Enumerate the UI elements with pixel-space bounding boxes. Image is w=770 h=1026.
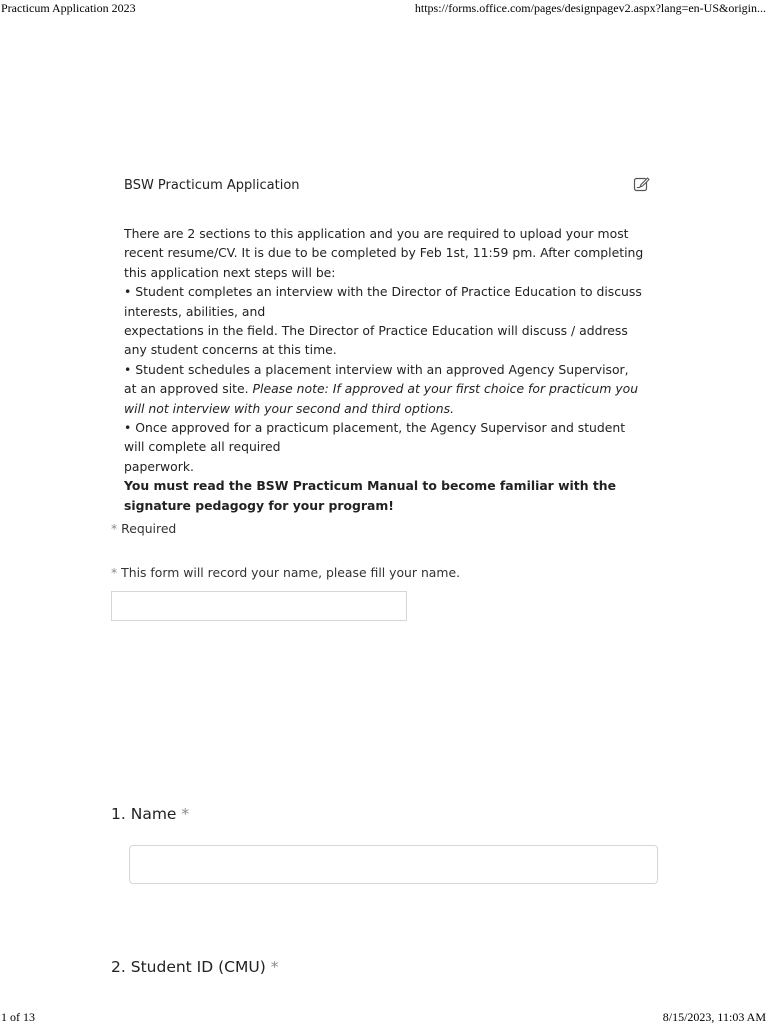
description-step-2-note: Please note: If approved at your first choice for practicum you will not interview with your second and third options. xyxy=(124,381,639,416)
record-note-text: This form will record your name, please fill your name. xyxy=(121,565,461,580)
required-asterisk: * xyxy=(111,521,118,536)
description-step-1b: expectations in the field. The Director of Practice Education will discuss / address any student concerns at this time. xyxy=(124,323,628,358)
question-2-required-mark: * xyxy=(270,958,279,976)
record-name-input[interactable] xyxy=(111,591,407,621)
question-2-title xyxy=(111,958,278,976)
record-name-note xyxy=(111,565,460,580)
form-title: BSW Practicum Application xyxy=(124,178,300,193)
print-header xyxy=(0,1,770,17)
record-note-asterisk: * xyxy=(111,565,118,580)
question-1-label: Name xyxy=(130,805,177,823)
description-step-1a: • Student completes an interview with the Director of Practice Education to discuss interests, abilities, and xyxy=(124,284,642,319)
print-footer-page: 1 of 13 xyxy=(1,1010,35,1024)
print-footer-datetime: 8/15/2023, 11:03 AM xyxy=(662,1010,766,1024)
description-step-2-text: • Student schedules a placement interview with an approved Agency Supervisor, at an approved site. xyxy=(124,361,629,397)
question-2-label: Student ID (CMU) xyxy=(130,958,266,976)
required-note-text: Required xyxy=(121,521,177,536)
required-note xyxy=(111,521,176,536)
description-step-3a: • Once approved for a practicum placement, the Agency Supervisor and student will complete all required xyxy=(124,420,626,455)
question-1-required-mark: * xyxy=(181,805,190,823)
question-1-title xyxy=(111,805,189,823)
description-step-2 xyxy=(124,360,644,418)
description-intro: There are 2 sections to this application and you are required to upload your most recent resume/CV. It is due to be completed by Feb 1st, 11:59 pm. After completing this application next steps will be: xyxy=(124,226,644,280)
question-2-number: 2. xyxy=(111,958,126,976)
print-header-url: https://forms.office.com/pages/designpagev2.aspx?lang=en-US&origin... xyxy=(414,1,766,15)
name-answer-input[interactable] xyxy=(129,845,658,884)
form-description xyxy=(124,224,644,515)
question-1-number: 1. xyxy=(111,805,126,823)
print-header-title: Practicum Application 2023 xyxy=(1,1,136,15)
edit-icon[interactable] xyxy=(633,176,651,194)
description-step-3b: paperwork. xyxy=(124,458,194,474)
manual-notice: You must read the BSW Practicum Manual to become familiar with the signature pedagogy for your program! xyxy=(124,478,617,513)
